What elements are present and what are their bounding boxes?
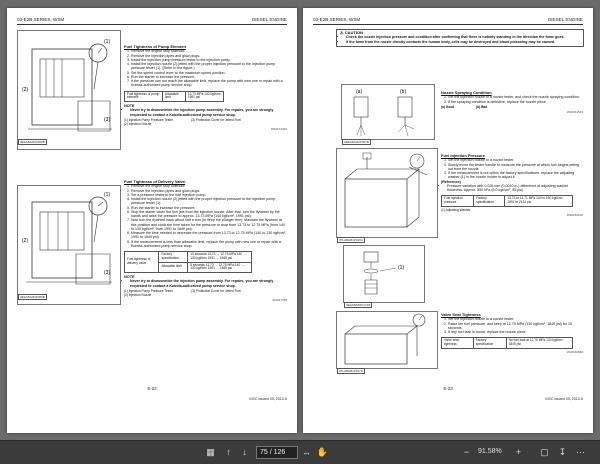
- spray-condition-illustration: [341, 84, 435, 140]
- viewer-toolbar: [0, 440, 600, 464]
- reference-code: W10174432: [270, 127, 287, 132]
- reference-code: W1017786: [272, 298, 287, 303]
- delivery-valve-title: Fuel Tightness of Delivery Valve: [124, 179, 186, 184]
- nozzle-tester-illustration: [336, 148, 438, 238]
- step: 2. Raise the fuel pressure, and keep at 12.75 MPa (130 kgf/cm², 1849 psi) for 10 seconds.: [448, 322, 583, 331]
- header-series: 03-E2B SERIES, WSM: [313, 17, 361, 22]
- page-number: S-23: [443, 386, 453, 391]
- step: 3. Install the injection pump pressure tester to the injection pump.: [131, 58, 287, 62]
- step: 9. If the measurement is less than allowable limit, replace the pump with new one or repair with a Kubota-authorized pump service shop.: [131, 240, 287, 249]
- step: 7. Now turn the flywheel back about half a turn (to keep the plunger free). Maintain the flywheel at this position and clock the time taken for the pressure to drop from 13.73 to 12.75 MPa (from 140 to 130 kgf/cm², from 1991 to 1849 psi).: [131, 218, 287, 231]
- caution-box: [336, 29, 584, 47]
- note-text: • Never try to disassemble the injection pump assembly. For repairs, you are strongly requested to contact a Kubota-authorized pump service shop.: [130, 108, 287, 117]
- figure-caption: 3TLABAB1P047A: [339, 369, 363, 373]
- spec-type: Factory specification: [473, 338, 506, 349]
- spec-value: 5 seconds 13.73 → 12.75 MPa 140 → 130 kgf/cm² 1991 → 1849 psi: [188, 262, 252, 273]
- step: 1. Set the injection nozzle to a nozzle tester, and check the nozzle spraying condition.: [448, 95, 583, 99]
- step: 5. Run the starter to increase the pressure.: [131, 206, 287, 210]
- spec-type: Allowable limit: [159, 262, 188, 273]
- delivery-valve-section: [124, 180, 287, 303]
- pump-element-steps: [124, 49, 287, 87]
- reference-text: • Pressure variation with 0.025 mm (0.0010 in.) difference of adjusting washer thickness. Approx. 590 kPa (6.0 kgf/cm², 85 psi): [447, 184, 583, 193]
- zoom-level[interactable]: 91.58%: [478, 448, 502, 455]
- svg-text:(b): (b): [400, 89, 407, 95]
- spec-type: Factory specification: [474, 196, 505, 207]
- page-number: S-22: [147, 386, 157, 391]
- issue-label: KiSC issued 03, 2013 A: [545, 397, 583, 401]
- step: 2. Remove the injection pipes and glow plugs.: [131, 54, 287, 58]
- header-rule: [313, 24, 583, 25]
- step: 6. Run the starter to increase the pressure.: [131, 75, 287, 79]
- step: 3. Set a pressure tester to the fuel injection pump.: [131, 193, 287, 197]
- legend-item: (1) Adjusting Washer: [441, 207, 471, 212]
- note-heading: NOTE: [124, 104, 135, 109]
- step: 4. Install the injection nozzle (2) jetted with the proper injection pressure to the injection pump pressure tester (1). (Refer to the figure.): [131, 62, 287, 71]
- page-s22: [7, 8, 297, 433]
- step: 8. Measure the time needed to decrease the pressure from 13.73 to 12.75 MPa (140 to 130 kgf/cm², 1991 to 1849 psi).: [131, 231, 287, 240]
- svg-text:(1): (1): [104, 192, 111, 198]
- previous-page-button[interactable]: ↑: [226, 447, 231, 457]
- step: 2. Remove the injection pipes and glow plugs.: [131, 189, 287, 193]
- delivery-valve-steps: [124, 184, 287, 248]
- step: 7. If the pressure can not reach the allowable limit, replace the pump with new one or repair with a Kubota-authorized pump service shop.: [131, 79, 287, 88]
- more-options-icon[interactable]: ⋯: [576, 447, 585, 457]
- svg-text:(2): (2): [22, 238, 29, 244]
- spec-value: 13.73 to 14.71 MPa 140 to 150 kgf/cm² 1991 to 2134 psi: [505, 196, 573, 207]
- legend-item: (1) Injection Pump Pressure Tester: [124, 288, 174, 293]
- warning-icon: ⚠: [340, 30, 344, 35]
- thumbnails-button[interactable]: ▦: [206, 447, 215, 457]
- spec-type: Allowable limit: [163, 91, 186, 102]
- legend-item: (1) Injection Pump Pressure Tester: [124, 117, 174, 122]
- step: 3. If any fuel leak is found, replace the nozzle piece.: [448, 330, 583, 334]
- header-section: DIESEL ENGINE: [547, 17, 583, 22]
- spec-label: Fuel tightness of delivery valve: [125, 252, 159, 273]
- legend-item: (2) Injection Nozzle: [124, 293, 152, 298]
- legend-item: (3) Protection Cover for Jetted Fuel: [191, 117, 241, 122]
- step: 2. If the spraying condition is defective, replace the nozzle piece.: [448, 100, 583, 104]
- hand-tool-icon[interactable]: ✋: [316, 447, 329, 457]
- legend-item: (2) Injection Nozzle: [124, 122, 152, 127]
- next-page-button[interactable]: ↓: [242, 447, 247, 457]
- step: 1. Remove the engine stop solenoid.: [131, 184, 287, 188]
- valve-seat-section: [441, 313, 583, 354]
- spray-condition-title: Nozzle Spraying Condition: [441, 90, 492, 95]
- legend-item: (a) Good: [441, 104, 455, 109]
- step: 2. Slowly move the tester handle to measure the pressure at which fuel begins jetting out from the nozzle.: [448, 163, 583, 172]
- legend-item: (3) Protection Cover for Jetted Fuel: [191, 288, 241, 293]
- step: 1. Set the injection nozzle to a nozzle tester.: [448, 158, 583, 162]
- spec-type: Factory specification: [159, 252, 188, 263]
- header-rule: [17, 24, 287, 25]
- valve-seat-spec-table: [441, 337, 573, 349]
- svg-text:(2): (2): [22, 87, 29, 93]
- download-icon[interactable]: ↧: [558, 447, 567, 457]
- adjusting-washer-illustration: [343, 245, 425, 303]
- step: 3. If the measurement is not within the factory specifications, replace the adjusting washer (1) in the nozzle holder to adjust it.: [448, 171, 583, 180]
- reference-code: W10160660: [566, 349, 583, 354]
- step: 1. Set the injection nozzle to a nozzle tester.: [448, 317, 583, 321]
- valve-seat-illustration: [336, 311, 438, 369]
- spec-label: Fuel tightness of pump element: [125, 91, 163, 102]
- figure-caption: 3EEABAM0P007B: [344, 140, 369, 144]
- injection-pressure-section: [441, 154, 583, 217]
- header-series: 03-E2B SERIES, WSM: [17, 17, 65, 22]
- caution-item: • If the fume from the nozzle directly contacts the human body, cells may be destroyed and blood poisoning may be caused.: [346, 40, 580, 44]
- note-text: • Never try to disassemble the injection pump assembly. For repairs, you are strongly requested to contact a Kubota-authorized pump service shop.: [130, 279, 287, 288]
- zoom-out-button[interactable]: −: [463, 447, 470, 457]
- reference-heading: (Reference): [441, 179, 461, 184]
- header-section: DIESEL ENGINE: [251, 17, 287, 22]
- svg-text:(3): (3): [104, 117, 111, 123]
- fit-page-icon[interactable]: ▢: [540, 447, 549, 457]
- delivery-valve-illustration: [17, 185, 121, 305]
- svg-text:(1): (1): [104, 39, 111, 45]
- spec-value: 13.73 MPa 140 kgf/cm² 1991 psi: [185, 91, 223, 102]
- pump-element-title: Fuel Tightness of Pump Element: [124, 44, 186, 49]
- step: 5. Set the speed control lever to the maximum speed position.: [131, 71, 287, 75]
- injection-pressure-spec-table: [441, 195, 573, 207]
- spec-value: No fuel leak at 12.75 MPa 130 kgf/cm² 1849 psi: [506, 338, 572, 349]
- step: 1. Remove the engine stop solenoid.: [131, 49, 287, 53]
- spec-label: Fuel injection pressure: [442, 196, 474, 207]
- legend-item: (b) Bad: [476, 104, 488, 109]
- injection-pressure-title: Fuel Injection Pressure: [441, 153, 486, 158]
- caution-item: • Check the nozzle injection pressure and condition after confirming that there is nobody standing in the direction the fume goes.: [346, 35, 580, 39]
- page-number-input[interactable]: 75 / 126: [256, 446, 298, 459]
- svg-text:(a): (a): [356, 89, 363, 95]
- caution-title: CAUTION: [344, 30, 363, 35]
- valve-seat-title: Valve Seat Tightness: [441, 312, 481, 317]
- issue-label: KiSC issued 03, 2013 A: [249, 397, 287, 401]
- spec-value: 10 seconds 13.73 → 12.75 MPa 140 → 130 kgf/cm² 1991 → 1849 psi: [188, 252, 252, 263]
- svg-text:(3): (3): [104, 270, 111, 276]
- figure-caption: 3EEABAM0P009B: [20, 295, 45, 299]
- pump-element-illustration: [17, 30, 121, 150]
- step: 4. Install the injection nozzle (2) jetted with the proper injection pressure to the injection pump pressure tester (1).: [131, 197, 287, 206]
- page-s23: [303, 8, 593, 433]
- spec-label: Valve seat tightness: [442, 338, 474, 349]
- delivery-valve-spec-table: [124, 251, 252, 273]
- svg-text:(1): (1): [398, 265, 405, 271]
- zoom-in-button[interactable]: +: [515, 447, 522, 457]
- step: 6. Stop the starter when the fuel jets from the injection nozzle. After that, turn the flywheel by the hands and raise the pressure to approx. 13.73 MPa (140 kgf/cm², 1991 psi).: [131, 210, 287, 219]
- figure-caption: 3EEABAM0P008B: [20, 140, 45, 144]
- legend: [441, 105, 583, 109]
- pump-element-spec-table: [124, 91, 224, 103]
- pump-element-section: [124, 45, 287, 132]
- reference-code: W10162100: [566, 213, 583, 218]
- note-heading: NOTE: [124, 275, 135, 280]
- fit-width-button[interactable]: ↔: [302, 447, 311, 457]
- figure-caption: 3TLABAB1P046A: [339, 238, 363, 242]
- figure-caption: 3EEABAB1P171B: [346, 303, 371, 307]
- spray-condition-section: [441, 91, 583, 114]
- reference-code: W10161513: [566, 110, 583, 114]
